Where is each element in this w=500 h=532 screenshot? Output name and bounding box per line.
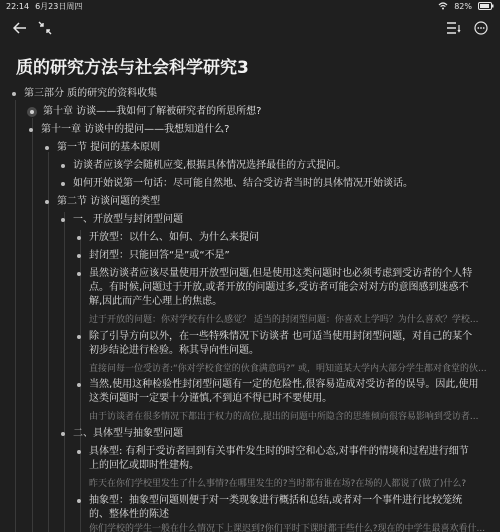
- bullet-icon[interactable]: [45, 200, 49, 204]
- outline-item[interactable]: 开放型：以什么、如何、为什么来提问: [77, 231, 259, 245]
- more-options-icon[interactable]: [471, 18, 491, 38]
- bullet-icon[interactable]: [77, 383, 81, 387]
- bullet-icon[interactable]: [61, 218, 65, 222]
- outline-item[interactable]: 封闭型：只能回答“是”或“不是”: [77, 249, 230, 263]
- outline-list-icon[interactable]: [444, 18, 464, 38]
- collapse-icon[interactable]: [35, 18, 55, 38]
- outline-item[interactable]: 一、开放型与封闭型问题: [61, 213, 183, 227]
- bullet-icon[interactable]: [77, 272, 81, 276]
- bullet-icon[interactable]: [77, 499, 81, 503]
- outline-item[interactable]: 如何开始说第一句话：尽可能自然地、结合受访者当时的具体情况开始谈话。: [61, 177, 413, 191]
- bullet-icon[interactable]: [77, 236, 81, 240]
- outline-note: 由于访谈者在很多情况下都出于权力的高位,提出的问题中所隐含的思维倾向很容易影响到受访者...: [89, 412, 479, 422]
- outline-item-cont: 这类问题时一定要十分谨慎,不到迫不得已时不要使用。: [89, 393, 333, 404]
- outline-item[interactable]: 虽然访谈者应该尽量使用开放型问题,但是使用这类问题时也必须考虑到受访者的个人特: [77, 267, 472, 281]
- indent-guide: [15, 100, 16, 532]
- wifi-icon: [438, 2, 448, 12]
- outline-note: 你们学校的学生一般在什么情况下上课迟到?你们平时下课时都干些什么?现在的中学生最喜欢看什...: [89, 524, 486, 532]
- status-date: 6月23日周四: [35, 2, 83, 11]
- status-bar: [0, 0, 500, 13]
- back-arrow-icon[interactable]: [10, 18, 30, 38]
- outline-item[interactable]: 第一节 提问的基本原则: [45, 141, 160, 155]
- battery-percent: 82%: [454, 2, 472, 11]
- outline-item[interactable]: 抽象型：抽象型问题则便于对一类现象进行概括和总结,或者对一个事件进行比较笼统: [77, 494, 462, 508]
- bullet-icon[interactable]: [77, 254, 81, 258]
- bullet-icon[interactable]: [61, 164, 65, 168]
- outline-note: 过于开放的问题：你对学校有什么感觉？ 适当的封闭型问题：你喜欢上学吗？为什么喜欢？学校...: [89, 315, 479, 325]
- indent-guide: [48, 152, 49, 532]
- indent-guide: [64, 212, 65, 532]
- outline-item[interactable]: 第三部分 质的研究的资料收集: [12, 87, 157, 101]
- outline-item[interactable]: 第二节 访谈问题的类型: [45, 195, 160, 209]
- outline-item-cont: 上的回忆或即时性建构。: [89, 460, 199, 471]
- bullet-icon[interactable]: [45, 146, 49, 150]
- outline-item[interactable]: 具体型: 有利于受访者回到有关事件发生时的时空和心态,对事件的情境和过程进行细节: [77, 445, 469, 459]
- collapsed-bullet-icon[interactable]: [27, 107, 37, 117]
- bullet-icon[interactable]: [61, 182, 65, 186]
- outline-item[interactable]: 访谈者应该学会随机应变,根据具体情况选择最佳的方式提问。: [61, 159, 346, 173]
- toolbar: [0, 13, 500, 43]
- document-title: 质的研究方法与社会科学研究3: [16, 58, 249, 78]
- outline-item[interactable]: 除了引导方向以外，在一些特殊情况下访谈者 也可适当使用封闭型问题，对自己的某个: [77, 330, 472, 344]
- outline-item[interactable]: 二、具体型与抽象型问题: [61, 427, 183, 441]
- outline-item[interactable]: 第十章 访谈——我如何了解被研究者的所思所想?: [27, 105, 262, 119]
- bullet-icon[interactable]: [77, 450, 81, 454]
- bullet-icon[interactable]: [61, 432, 65, 436]
- bullet-icon[interactable]: [12, 92, 16, 96]
- bullet-icon[interactable]: [29, 128, 33, 132]
- bullet-icon[interactable]: [77, 335, 81, 339]
- outline-item-cont: 初步结论进行检验。称其导向性问题。: [89, 345, 259, 356]
- status-right: [438, 2, 494, 12]
- outline-note: 昨天在你们学校里发生了什么事情?在哪里发生的?当时都有谁在场?在场的人都说了(做了)什么?: [89, 479, 467, 489]
- status-time: 22:14: [6, 2, 30, 11]
- outline-item[interactable]: 第十一章 访谈中的提问——我想知道什么?: [29, 123, 230, 137]
- outline-note: 直接问每一位受访者:“你对学校食堂的伙食满意吗?” 或，明知道某大学内大部分学生都对食堂的伙...: [89, 364, 487, 374]
- battery-icon: [478, 2, 494, 12]
- outline-item-cont: 点。有时候,问题过于开放,或者开放的问题过多,受访者可能会对对方的意图感到迷惑不: [89, 282, 469, 293]
- outline-item[interactable]: 当然,使用这种检验性封闭型问题有一定的危险性,很容易造成对受访者的误导。因此,使用: [77, 378, 479, 392]
- indent-guide: [32, 118, 33, 532]
- outline-item-cont: 解,因此而产生心理上的焦虑。: [89, 296, 223, 307]
- outline-item-cont: 的、整体性的陈述: [89, 509, 169, 520]
